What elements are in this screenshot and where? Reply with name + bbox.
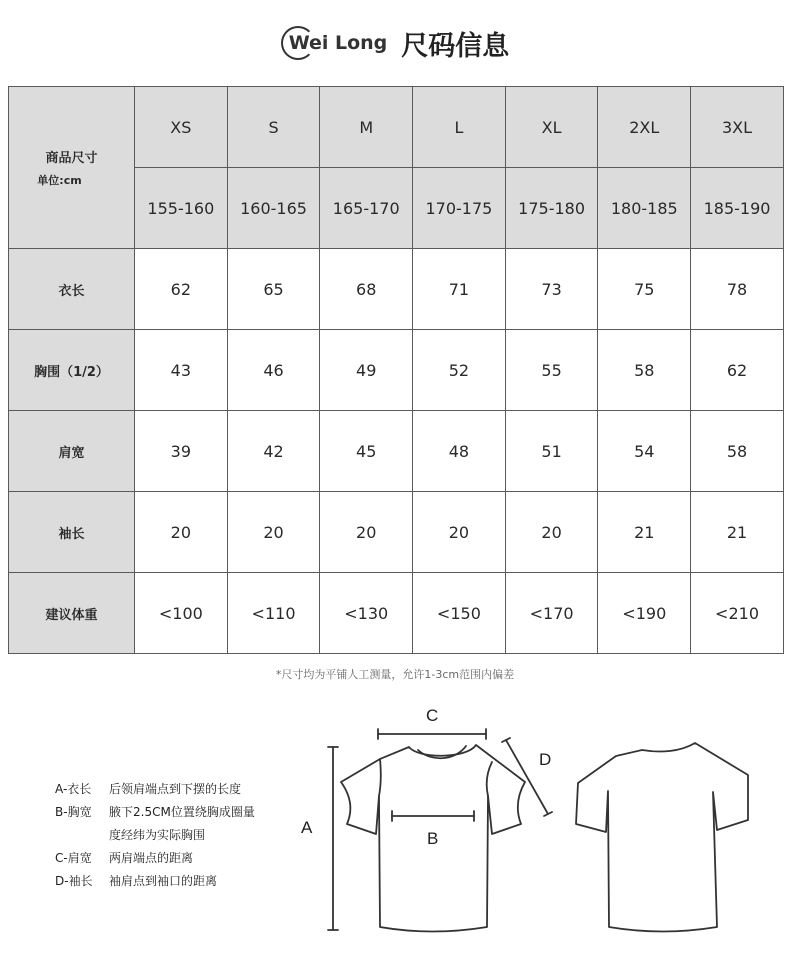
table-row	[9, 411, 784, 492]
row-label: 肩宽	[9, 411, 135, 492]
size-label: XS	[135, 87, 228, 168]
table-cell: 42	[227, 411, 320, 492]
table-cell: 20	[505, 492, 598, 573]
size-label: S	[227, 87, 320, 168]
table-cell: 51	[505, 411, 598, 492]
table-cell: 62	[691, 330, 784, 411]
table-cell: 73	[505, 249, 598, 330]
brand-logo	[281, 32, 388, 54]
legend-desc: 度经纬为实际胸围	[109, 828, 206, 842]
table-row	[9, 249, 784, 330]
table-cell: 45	[320, 411, 413, 492]
logo-text: Wei Long	[288, 32, 388, 54]
corner-cell	[9, 87, 135, 249]
legend-key: A-衣长	[55, 782, 92, 796]
height-range: 180-185	[598, 168, 691, 249]
size-label: 3XL	[691, 87, 784, 168]
size-label: L	[413, 87, 506, 168]
table-cell: 49	[320, 330, 413, 411]
dimension-c-label: C	[426, 706, 439, 725]
height-range: 175-180	[505, 168, 598, 249]
table-cell: 48	[413, 411, 506, 492]
legend-desc: 腋下2.5CM位置绕胸成圈量	[109, 805, 255, 819]
table-cell: 71	[413, 249, 506, 330]
corner-unit: 单位:cm	[37, 174, 82, 187]
table-cell: 43	[135, 330, 228, 411]
tshirt-back-icon	[576, 743, 748, 932]
size-label: M	[320, 87, 413, 168]
tshirt-diagram	[0, 690, 790, 971]
table-cell: 20	[135, 492, 228, 573]
measurement-note: *尺寸均为平铺人工测量，允许1-3cm范围内偏差	[275, 668, 515, 681]
table-row	[9, 330, 784, 411]
row-label: 衣长	[9, 249, 135, 330]
table-cell: <130	[320, 573, 413, 654]
dimension-b-label: B	[427, 829, 439, 848]
legend-key: B-胸宽	[55, 805, 92, 819]
table-cell: 75	[598, 249, 691, 330]
table-cell: 78	[691, 249, 784, 330]
dimension-a-label: A	[301, 818, 313, 837]
page-header	[0, 18, 790, 68]
table-cell: <110	[227, 573, 320, 654]
height-range: 160-165	[227, 168, 320, 249]
table-cell: 65	[227, 249, 320, 330]
table-cell: 52	[413, 330, 506, 411]
table-cell: 54	[598, 411, 691, 492]
table-cell: 46	[227, 330, 320, 411]
table-cell: 20	[320, 492, 413, 573]
table-cell: 20	[227, 492, 320, 573]
table-cell: <170	[505, 573, 598, 654]
row-label: 袖长	[9, 492, 135, 573]
height-range: 170-175	[413, 168, 506, 249]
legend-key: D-袖长	[55, 874, 93, 888]
table-row	[9, 492, 784, 573]
table-cell: 39	[135, 411, 228, 492]
table-cell: 21	[691, 492, 784, 573]
legend-key: C-肩宽	[55, 851, 92, 865]
table-cell: 20	[413, 492, 506, 573]
size-header-row	[9, 87, 784, 168]
height-range: 185-190	[691, 168, 784, 249]
table-cell: <210	[691, 573, 784, 654]
legend-desc: 后领肩端点到下摆的长度	[109, 782, 242, 796]
size-table	[8, 86, 784, 654]
row-label: 建议体重	[9, 573, 135, 654]
table-cell: 68	[320, 249, 413, 330]
legend-desc: 两肩端点的距离	[109, 851, 194, 865]
table-cell: 58	[691, 411, 784, 492]
table-cell: 21	[598, 492, 691, 573]
legend-desc: 袖肩点到袖口的距离	[109, 874, 218, 888]
table-cell: <150	[413, 573, 506, 654]
table-cell: <190	[598, 573, 691, 654]
size-label: 2XL	[598, 87, 691, 168]
height-range: 165-170	[320, 168, 413, 249]
height-range: 155-160	[135, 168, 228, 249]
size-label: XL	[505, 87, 598, 168]
tshirt-sleeve-seam-icon	[379, 759, 492, 796]
table-row	[9, 573, 784, 654]
table-cell: 55	[505, 330, 598, 411]
dimension-d-label: D	[539, 750, 552, 769]
row-label: 胸围（1/2）	[9, 330, 135, 411]
table-cell: 62	[135, 249, 228, 330]
table-cell: 58	[598, 330, 691, 411]
table-cell: <100	[135, 573, 228, 654]
corner-label: 商品尺寸	[45, 151, 98, 166]
page-title: 尺码信息	[401, 30, 510, 62]
